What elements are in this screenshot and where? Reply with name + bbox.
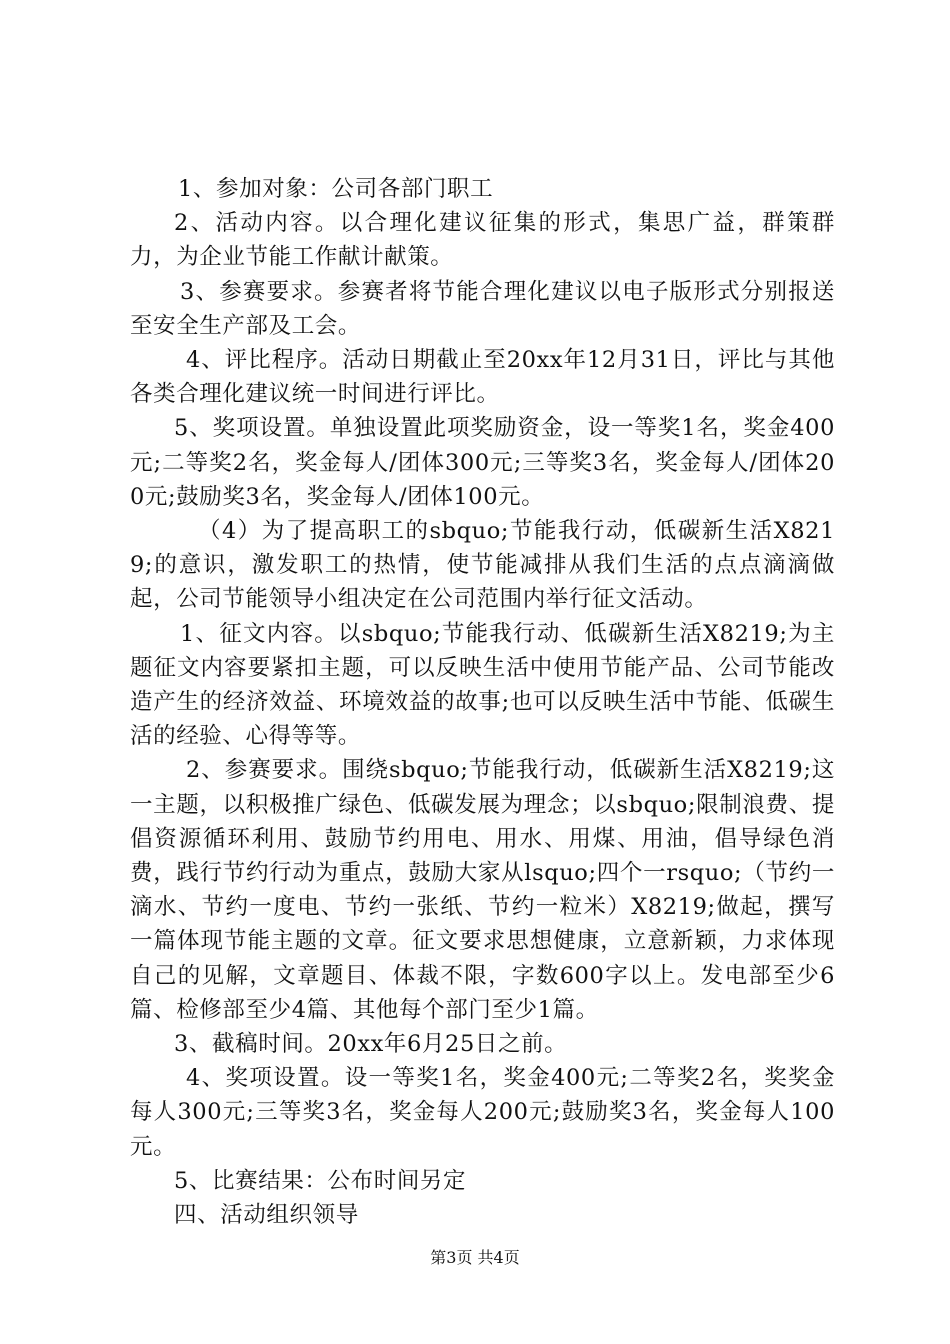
- paragraph-judging-procedure: 4、评比程序。活动日期截止至20xx年12月31日，评比与其他各类合理化建议统一时间进行评比。: [130, 347, 835, 408]
- page-number-footer: 第3页 共4页: [430, 1248, 520, 1267]
- paragraph-essay-content: 1、征文内容。以sbquo;节能我行动、低碳新生活X8219;为主题征文内容要紧扣主题，可以反映生活中使用节能产品、公司节能改造产生的经济效益、环境效益的故事;也可以反映生活中节能、低碳生活的经验、心得等等。: [130, 620, 835, 750]
- paragraph-essay-requirements: 2、参赛要求。围绕sbquo;节能我行动，低碳新生活X8219;这一主题，以积极推广绿色、低碳发展为理念；以sbquo;限制浪费、提倡资源循环利用、鼓励节约用电、用水、用煤、用油，倡导绿色消费，践行节约行动为重点，鼓励大家从lsquo;四个一rsquo;（节约一滴水、节约一度电、节约一张纸、节约一粒米）X8219;做起，撰写一篇体现节能主题的文章。征文要求思想健康，立意新颖，力求体现自己的见解，文章题目、体裁不限，字数600字以上。发电部至少6篇、检修部至少4篇、其他每个部门至少1篇。: [130, 757, 835, 1023]
- paragraph-award-settings: 5、奖项设置。单独设置此项奖励资金，设一等奖1名，奖金400元;二等奖2名，奖金每人/团体300元;三等奖3名，奖金每人/团体200元;鼓励奖3名，奖金每人/团体100元。: [130, 415, 835, 510]
- paragraph-deadline: 3、截稿时间。20xx年6月25日之前。: [174, 1031, 568, 1058]
- paragraph-participants: 1、参加对象：公司各部门职工: [178, 176, 494, 202]
- paragraph-activity-content: 2、活动内容。以合理化建议征集的形式，集思广益，群策群力，为企业节能工作献计献策。: [130, 210, 835, 271]
- paragraph-entry-requirements: 3、参赛要求。参赛者将节能合理化建议以电子版形式分别报送至安全生产部及工会。: [130, 278, 835, 339]
- section-heading-organization: 四、活动组织领导: [174, 1202, 359, 1229]
- paragraph-essay-awards: 4、奖项设置。设一等奖1名，奖金400元;二等奖2名，奖奖金每人300元;三等奖3名，奖金每人200元;鼓励奖3名，奖金每人100元。: [130, 1065, 835, 1160]
- document-body: [130, 172, 835, 1232]
- paragraph-results: 5、比赛结果：公布时间另定: [174, 1167, 467, 1194]
- paragraph-essay-contest-intro: （4）为了提高职工的sbquo;节能我行动，低碳新生活X8219;的意识，激发职工的热情，使节能减排从我们生活的点点滴滴做起，公司节能领导小组决定在公司范围内举行征文活动。: [130, 518, 835, 613]
